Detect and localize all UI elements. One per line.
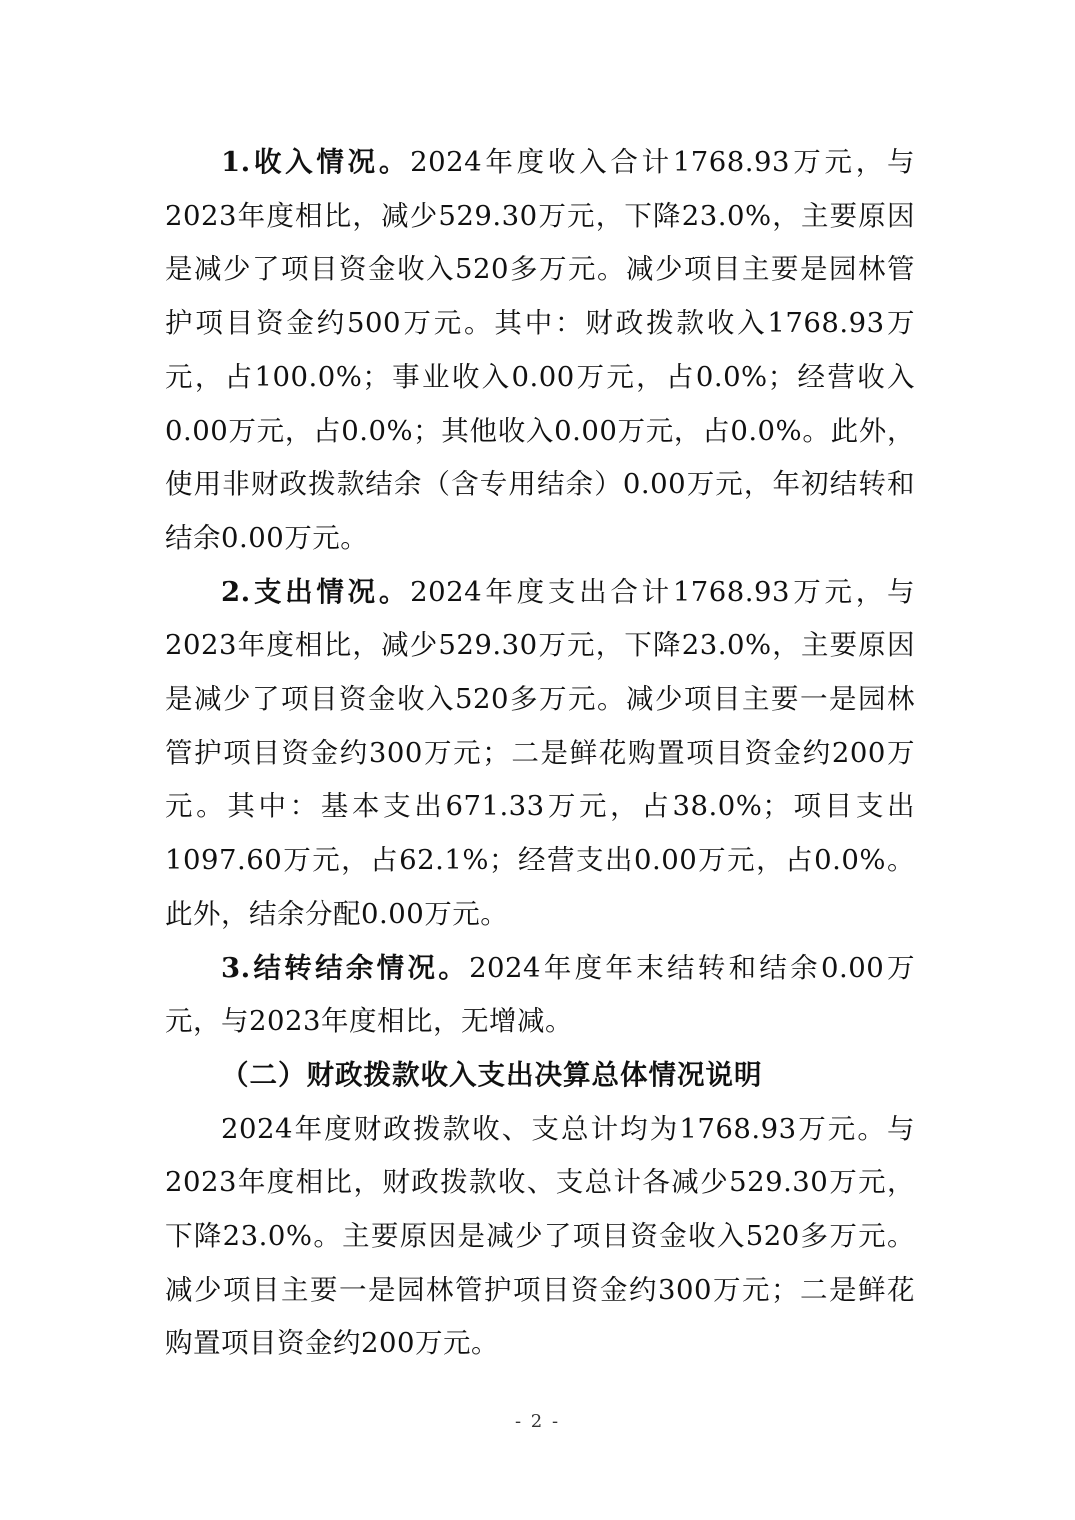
- expenditure-heading: 2.支出情况。: [221, 575, 411, 608]
- carryover-text: 2024年度年末结转和结余0.00万元，与2023年度相比，无增减。: [165, 951, 915, 1038]
- income-text: 2024年度收入合计1768.93万元，与2023年度相比，减少529.30万元，下降23.0%，主要原因是减少了项目资金收入520多万元。减少项目主要是园林管护项目资金约500万元。其中：财政拨款收入1768.93万元，占100.0%；事业收入0.00万元，占0.0%；经营收入0.00万元，占0.0%；其他收入0.00万元，占0.0%。此外，使用非财政拨款结余（含专用结余）0.00万元，年初结转和结余0.00万元。: [165, 146, 915, 554]
- carryover-heading: 3.结转结余情况。: [221, 951, 470, 984]
- document-body: [165, 136, 915, 1371]
- page-number: - 2 -: [514, 1411, 561, 1432]
- fiscal-section-paragraph: 2024年度财政拨款收、支总计均为1768.93万元。与2023年度相比，财政拨款收、支总计各减少529.30万元，下降23.0%。主要原因是减少了项目资金收入520多万元。减少项目主要一是园林管护项目资金约300万元；二是鲜花购置项目资金约200万元。: [165, 1112, 915, 1360]
- fiscal-section-heading: （二）财政拨款收入支出决算总体情况说明: [221, 1058, 763, 1091]
- income-heading: 1.收入情况。: [221, 146, 411, 178]
- expenditure-text: 2024年度支出合计1768.93万元，与2023年度相比，减少529.30万元，下降23.0%，主要原因是减少了项目资金收入520多万元。减少项目主要一是园林管护项目资金约300万元；二是鲜花购置项目资金约200万元。其中：基本支出671.33万元，占38.0%；项目支出1097.60万元，占62.1%；经营支出0.00万元，占0.0%。此外，结余分配0.00万元。: [165, 575, 915, 930]
- carryover-paragraph: [165, 942, 915, 1049]
- expenditure-paragraph: [165, 566, 915, 942]
- income-paragraph: [165, 136, 915, 566]
